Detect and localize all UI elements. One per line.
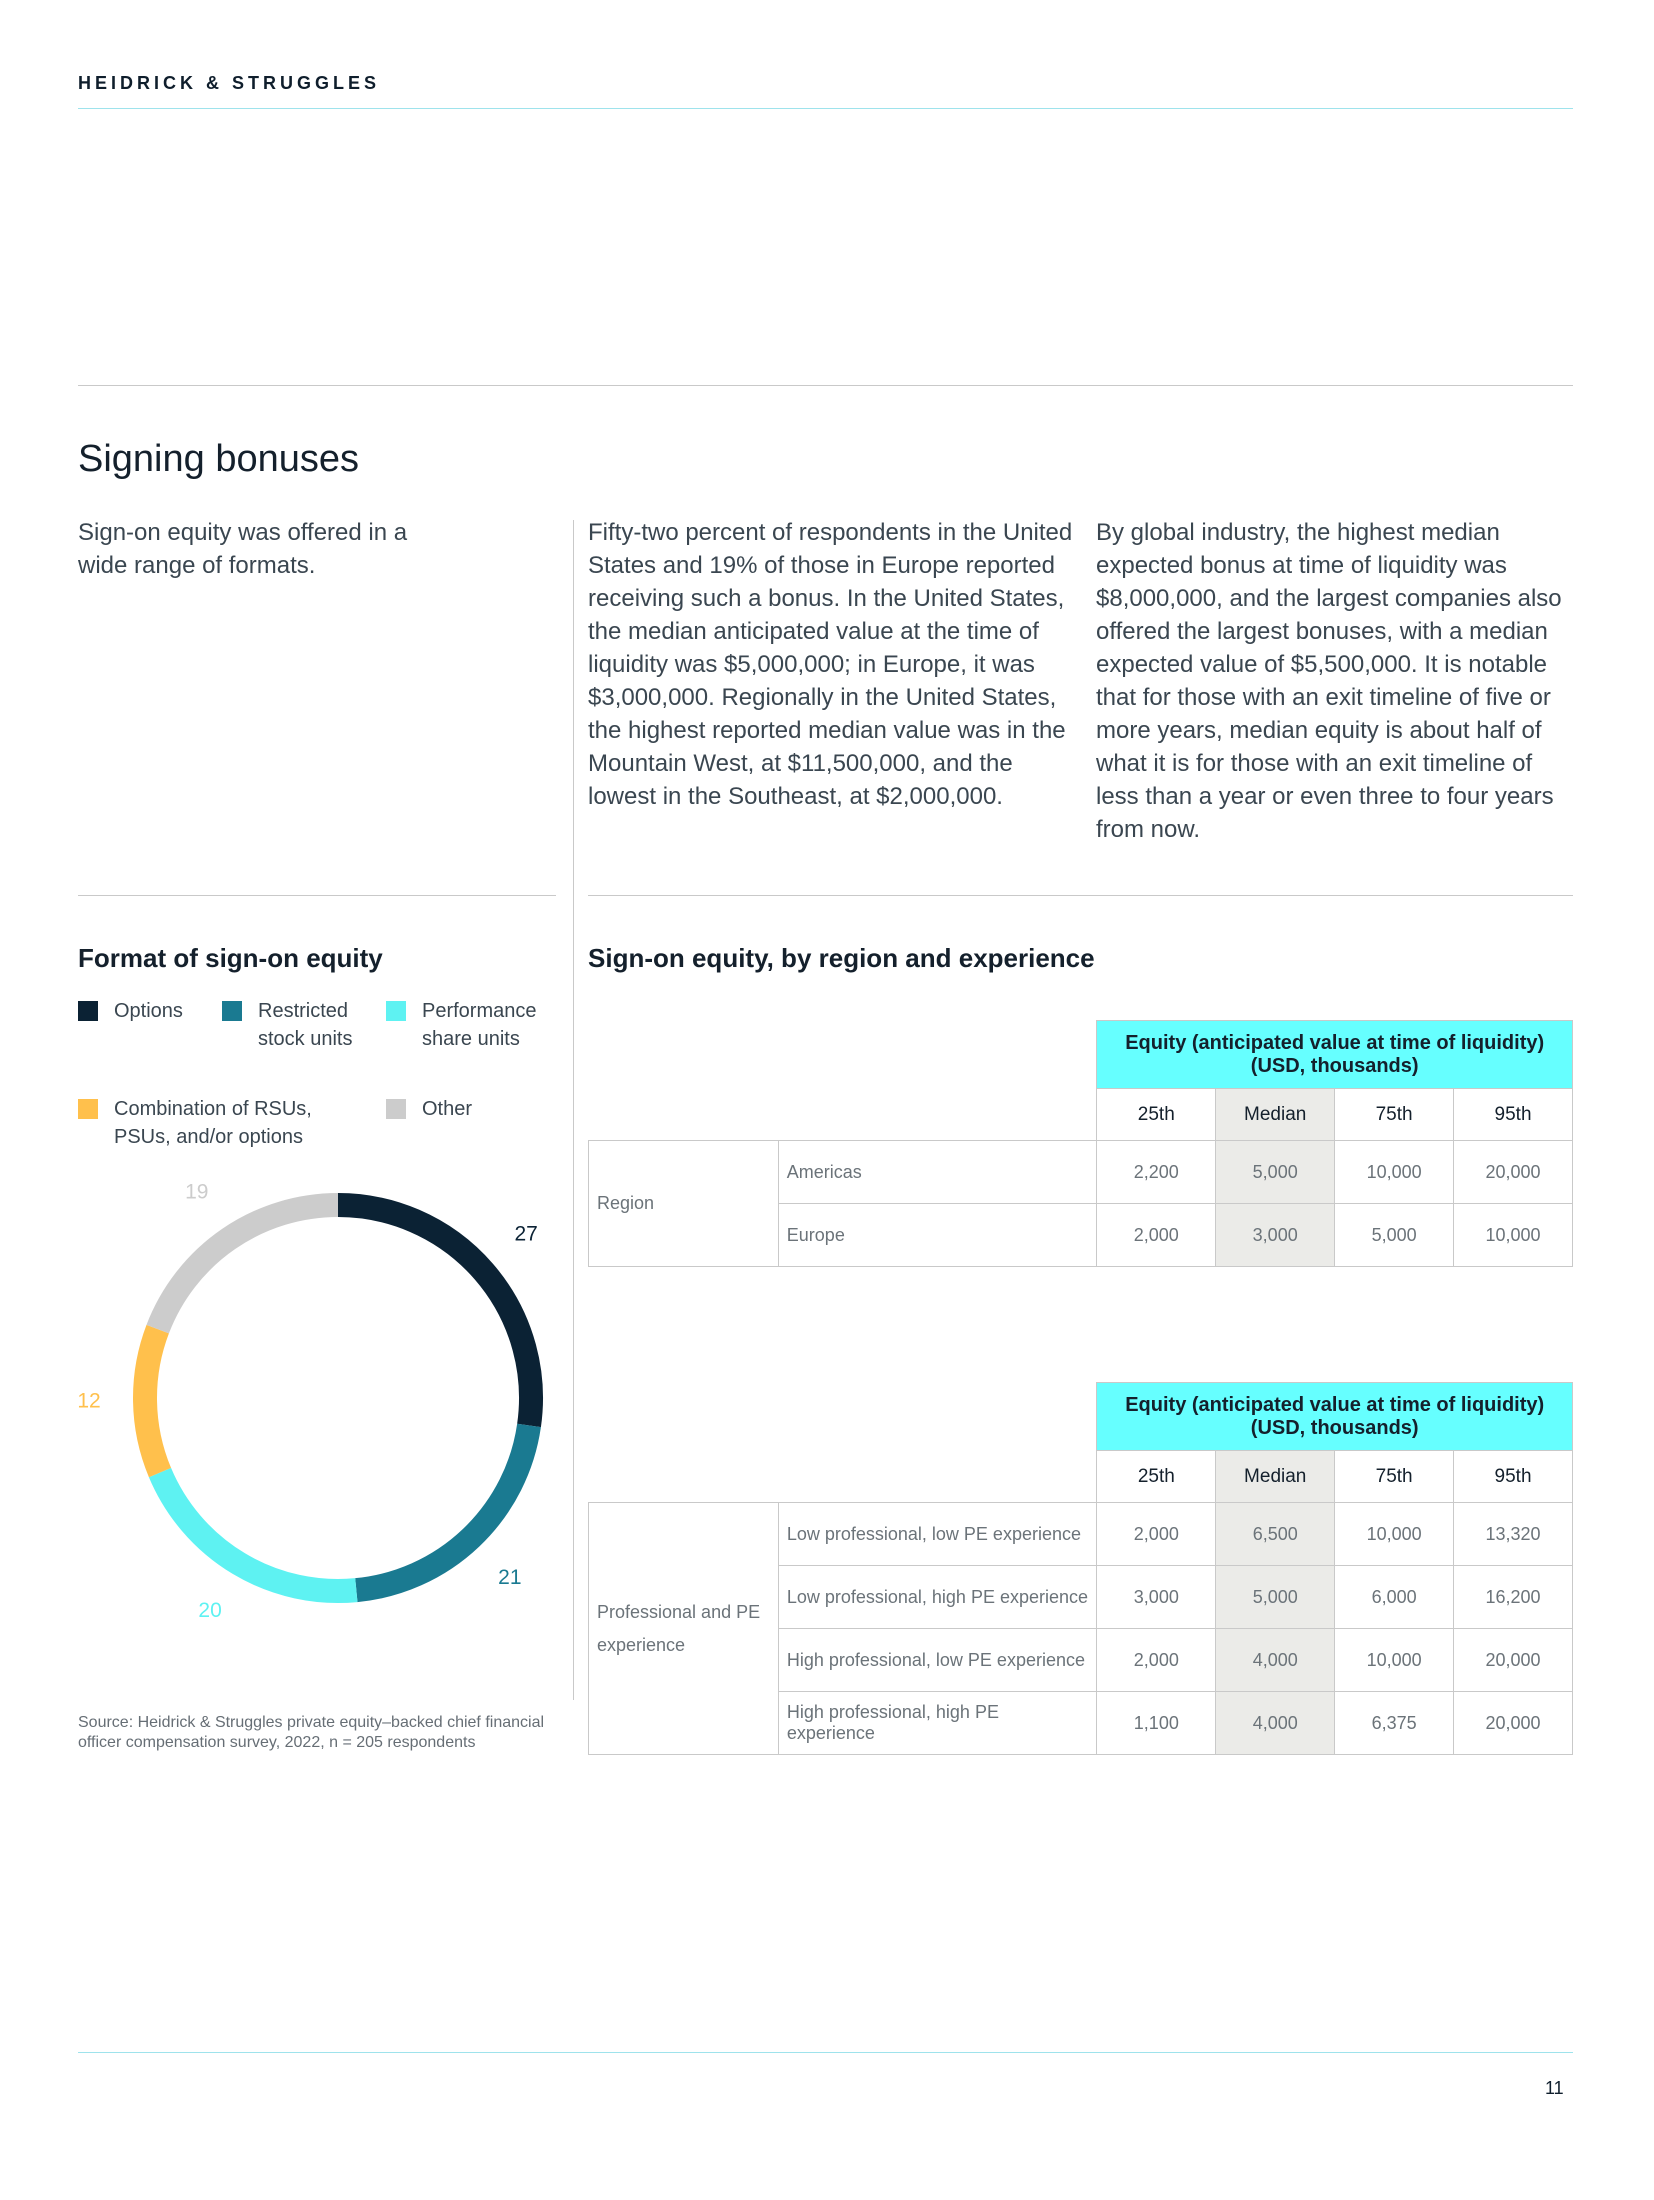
table-cell: 20,000 [1454,1629,1573,1692]
table-cell: 3,000 [1216,1204,1335,1267]
column-header: 25th [1097,1089,1216,1141]
legend-item-performance-share-units [386,997,566,1057]
table-cell: 13,320 [1454,1503,1573,1566]
column-header: Median [1216,1089,1335,1141]
column-header: 75th [1335,1089,1454,1141]
table-header-band: Equity (anticipated value at time of liquidity) (USD, thousands) [1097,1021,1573,1089]
table-cell: 10,000 [1335,1503,1454,1566]
table-cell: 5,000 [1335,1204,1454,1267]
table-cell: 2,200 [1097,1141,1216,1204]
table-cell: 1,100 [1097,1692,1216,1755]
donut-slice-1 [338,1205,531,1425]
footer-rule [78,2052,1573,2053]
donut-chart [0,1180,580,1680]
donut-data-label: 27 [514,1222,538,1246]
column-header: Median [1216,1451,1335,1503]
legend-label: Restricted stock units [258,1000,353,1050]
table-cell: 2,000 [1097,1503,1216,1566]
table-row [589,1503,1573,1566]
table-cell: 16,200 [1454,1566,1573,1629]
donut-slice-5 [158,1205,338,1329]
table-cell: 3,000 [1097,1566,1216,1629]
table-cell: 2,000 [1097,1204,1216,1267]
donut-data-label: 20 [198,1599,222,1623]
table-cell: 5,000 [1216,1141,1335,1204]
table-cell: 10,000 [1335,1141,1454,1204]
table-cell: 10,000 [1454,1204,1573,1267]
table-cell: 20,000 [1454,1692,1573,1755]
table-cell: 6,375 [1335,1692,1454,1755]
body-column-2: Fifty-two percent of respondents in the United States and 19% of those in Europe reported receiving such a bonus. In the United States, the median anticipated value at the time of liquidity was $5,000,000; in Europe, it was $3,000,000. Regionally in the United States, the highest reported median value was in the Mountain West, at $11,500,000, and the lowest in the Southeast, at $2,000,000. [588,519,1073,810]
legend-label: Performance share units [422,1000,537,1050]
brand-wordmark: HEIDRICK & STRUGGLES [78,73,381,93]
table-row [589,1141,1573,1204]
legend-swatch-psu [386,1001,406,1021]
table-header-band: Equity (anticipated value at time of liquidity) (USD, thousands) [1097,1383,1573,1451]
region-table [588,1020,1573,1267]
legend-label: Combination of RSUs, PSUs, and/or options [114,1098,312,1148]
row-label: Europe [778,1204,1097,1267]
table-cell: 2,000 [1097,1629,1216,1692]
legend-swatch-rsu [222,1001,242,1021]
row-group-label: Region [589,1141,779,1267]
table-cell: 6,000 [1335,1566,1454,1629]
row-label: Low professional, high PE experience [778,1566,1097,1629]
table-cell: 4,000 [1216,1629,1335,1692]
table-cell: 4,000 [1216,1692,1335,1755]
donut-data-label: 12 [77,1389,101,1413]
legend-label: Other [422,1098,473,1120]
body-column-3: By global industry, the highest median expected bonus at time of liquidity was $8,000,000, and the largest companies also offered the largest bonuses, with a median expected value of $5,500,000. It is notable that for those with an exit timeline of five or more years, median equity is about half of what it is for those with an exit timeline of less than a year or even three to four years from now. [1096,519,1562,843]
column-header: 25th [1097,1451,1216,1503]
experience-table [588,1382,1573,1755]
row-label: High professional, high PE experience [778,1692,1097,1755]
header-rule [78,108,1573,109]
row-label: High professional, low PE experience [778,1629,1097,1692]
donut-slice-3 [160,1473,356,1591]
section-divider [78,385,1573,386]
table-cell: 5,000 [1216,1566,1335,1629]
legend-swatch-other [386,1099,406,1119]
tables-title: Sign-on equity, by region and experience [588,943,1095,973]
donut-data-label: 19 [185,1180,209,1204]
legend-item-other [386,1095,526,1125]
section-title: Signing bonuses [78,438,359,480]
column-header: 75th [1335,1451,1454,1503]
row-label: Low professional, low PE experience [778,1503,1097,1566]
legend-swatch-options [78,1001,98,1021]
table-cell: 10,000 [1335,1629,1454,1692]
legend-item-combination [78,1095,338,1155]
table-cell: 20,000 [1454,1141,1573,1204]
column-header: 95th [1454,1089,1573,1141]
column-header: 95th [1454,1451,1573,1503]
donut-slice-4 [145,1329,160,1472]
right-divider [588,895,1573,896]
row-group-label: Professional and PE experience [589,1503,779,1755]
legend-swatch-combination [78,1099,98,1119]
legend-label: Options [114,1000,183,1022]
legend-item-restricted-stock-units [222,997,362,1057]
row-label: Americas [778,1141,1097,1204]
section-intro: Sign-on equity was offered in a wide range of formats. [78,519,408,579]
legend-item-options [78,997,238,1057]
table-cell: 6,500 [1216,1503,1335,1566]
donut-title: Format of sign-on equity [78,943,383,973]
donut-data-label: 21 [498,1565,522,1589]
left-divider [78,895,556,896]
page-number: 11 [1545,2078,1564,2098]
source-note: Source: Heidrick & Struggles private equity–backed chief financial officer compensation survey, 2022, n = 205 respondents [78,1714,545,1751]
